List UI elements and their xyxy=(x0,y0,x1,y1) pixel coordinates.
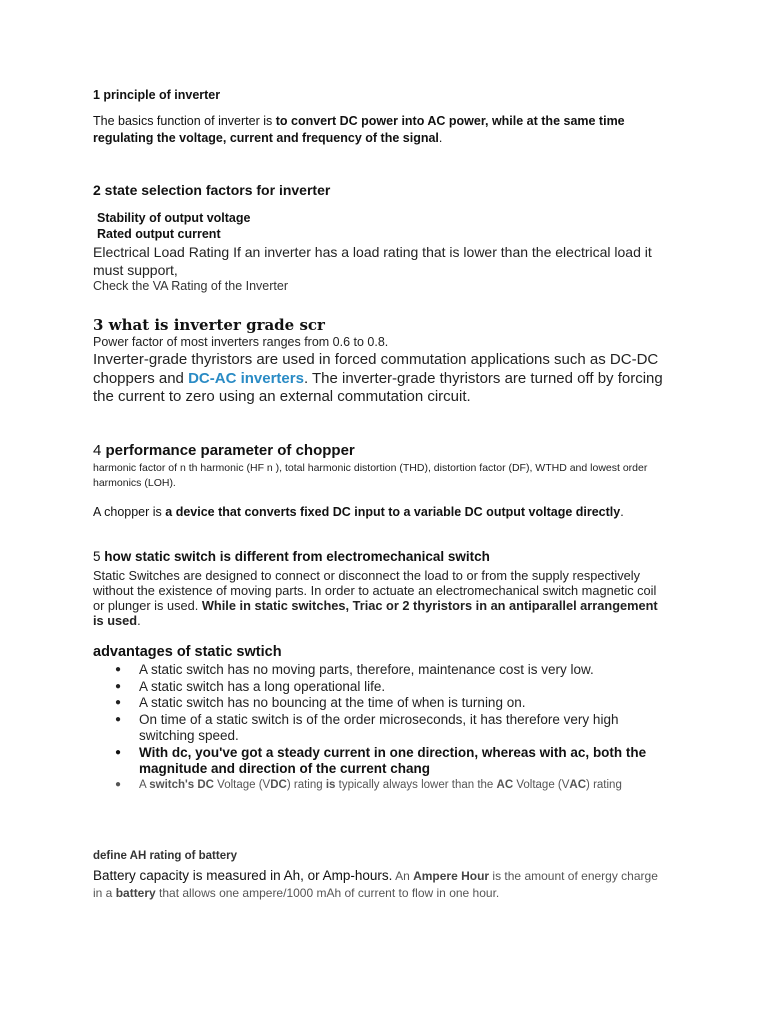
text: Inverter-grade thyristors are used in forced commutation applications such as DC-DC choppers and xyxy=(93,351,659,387)
text: A xyxy=(139,778,150,791)
heading-principle-of-inverter: 1 principle of inverter xyxy=(93,88,221,102)
section-number: 4 xyxy=(93,442,106,459)
heading-static-vs-electromechanical xyxy=(93,549,668,564)
bold-text: While in static switches, Triac or 2 thyristors in an antiparallel arrangement is used xyxy=(93,598,658,628)
text: typically always lower than the xyxy=(335,778,497,791)
power-factor-line: Power factor of most inverters ranges from 0.6 to 0.8. xyxy=(93,335,389,349)
bold-text: to convert DC power into AC power, while at the same time regulating the voltage, current and frequency of the signal xyxy=(93,114,625,145)
list-item xyxy=(93,745,668,778)
text: is the amount of energy charge in a xyxy=(93,869,658,900)
bullet-icon: ● xyxy=(115,778,122,790)
text: Static Switches are designed to connect or disconnect the load to or from the supply respectively without the existence of moving parts. In order to actuate an electromechanical switch magnetic coil or plunger is used. xyxy=(93,568,657,613)
dc-ac-inverters-link[interactable]: DC-AC inverters xyxy=(188,369,304,387)
text: An xyxy=(392,869,414,883)
advantages-list xyxy=(93,662,668,792)
bullet-icon: ● xyxy=(115,664,122,675)
chopper-parameter-list: harmonic factor of n th harmonic (HF n ), total harmonic distortion (THD), distortion factor (DF), WTHD and lowest order harmonics (LOH). xyxy=(93,462,648,489)
heading-chopper-parameters xyxy=(93,442,668,459)
factor-rated-current: Rated output current xyxy=(97,227,221,241)
bullet-icon: ● xyxy=(115,746,122,758)
heading-inverter-grade-scr: 3 what is inverter grade scr xyxy=(93,316,325,334)
section-title: how static switch is different from electromechanical switch xyxy=(104,549,490,564)
list-item xyxy=(93,695,668,712)
list-item xyxy=(93,712,668,745)
text: ) rating xyxy=(286,778,326,791)
factor-stability: Stability of output voltage xyxy=(97,211,251,225)
list-item-text: With dc, you've got a steady current in one direction, whereas with ac, both the magnitude and direction of the current chang xyxy=(139,744,647,776)
list-item-text: A static switch has no moving parts, therefore, maintenance cost is very low. xyxy=(139,662,594,677)
text: . xyxy=(620,505,624,519)
list-item-text xyxy=(139,779,622,791)
text: . xyxy=(438,131,443,145)
paragraph-chopper-definition xyxy=(93,504,668,520)
text: that allows one ampere/1000 mAh of current to flow in one hour. xyxy=(155,885,500,900)
bold-text: switch's DC xyxy=(149,778,214,791)
text: . The inverter-grade thyristors are turned off by forcing the current to zero using an external commutation circuit. xyxy=(93,369,663,405)
paragraph-inverter-grade-thyristors xyxy=(93,351,668,407)
text: Voltage (V xyxy=(513,778,570,791)
section-number: 5 xyxy=(93,549,105,564)
section-title: performance parameter of chopper xyxy=(105,442,355,459)
bold-text: a device that converts fixed DC input to a variable DC output voltage directly xyxy=(165,505,621,519)
paragraph-static-switch xyxy=(93,568,668,628)
heading-ah-rating: define AH rating of battery xyxy=(93,850,237,862)
bullet-icon: ● xyxy=(115,713,122,725)
bold-text: is xyxy=(325,778,336,791)
heading-selection-factors: 2 state selection factors for inverter xyxy=(93,182,331,198)
bold-text: DC xyxy=(270,778,287,791)
list-item xyxy=(93,778,668,793)
paragraph-ah-rating xyxy=(93,868,668,901)
bold-text: battery xyxy=(115,885,156,900)
bullet-icon: ● xyxy=(115,697,122,708)
paragraph-inverter-function xyxy=(93,113,668,147)
bold-text: AC xyxy=(496,778,514,791)
bold-text: Ampere Hour xyxy=(413,869,490,883)
list-item xyxy=(93,662,668,679)
list-item-text: A static switch has no bouncing at the time of when is turning on. xyxy=(139,695,526,710)
text: A chopper is xyxy=(93,505,166,519)
text: Battery capacity is measured in Ah, or Amp-hours. xyxy=(93,868,393,883)
factor-load-rating: Electrical Load Rating If an inverter has a load rating that is lower than the electrical load it must support, xyxy=(93,244,652,278)
text: The basics function of inverter is xyxy=(93,114,276,128)
text: ) rating xyxy=(586,778,622,791)
bullet-icon: ● xyxy=(115,680,122,692)
list-item-text: On time of a static switch is of the order microseconds, it has therefore very high switching speed. xyxy=(139,711,619,743)
text: . xyxy=(137,613,141,628)
factor-va-rating: Check the VA Rating of the Inverter xyxy=(93,279,289,293)
bold-text: AC xyxy=(569,778,587,791)
text: Voltage (V xyxy=(213,778,271,791)
list-item xyxy=(93,679,668,696)
list-item-text: A static switch has a long operational life. xyxy=(139,678,386,694)
heading-advantages-static-switch: advantages of static swtich xyxy=(93,644,282,660)
